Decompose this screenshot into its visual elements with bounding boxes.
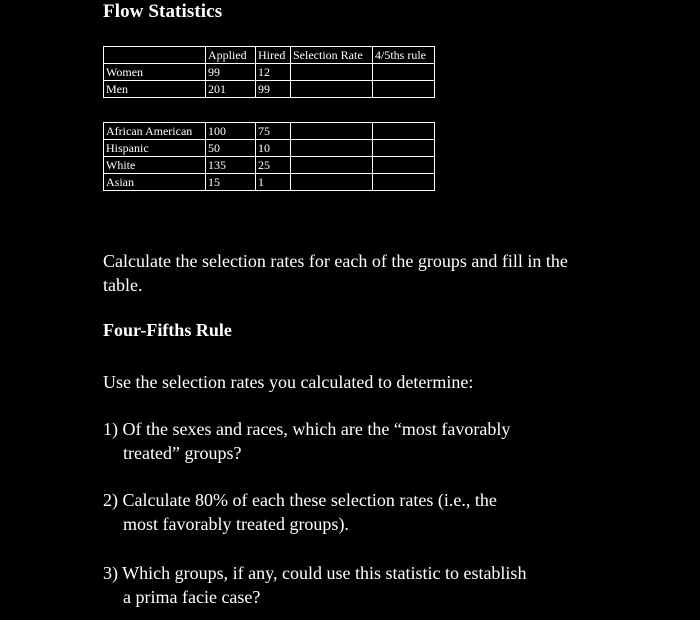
selection-rate-cell[interactable]	[291, 64, 373, 81]
question-line: most favorably treated groups).	[123, 514, 349, 534]
four-fifths-cell[interactable]	[373, 174, 435, 191]
question-line: 1) Of the sexes and races, which are the “most favorably	[103, 419, 511, 439]
hired-cell: 1	[256, 174, 291, 191]
question-2	[103, 488, 603, 536]
header-four-fifths-rule: 4/5ths rule	[373, 47, 435, 64]
table-row	[104, 157, 435, 174]
question-line: 3) Which groups, if any, could use this statistic to establish	[103, 563, 527, 583]
header-cell-empty	[104, 47, 206, 64]
selection-rate-cell[interactable]	[291, 157, 373, 174]
table-row	[104, 123, 435, 140]
question-3	[103, 561, 603, 609]
four-fifths-cell[interactable]	[373, 123, 435, 140]
intro-text: Use the selection rates you calculated to determine:	[103, 372, 474, 392]
group-cell: Women	[104, 64, 206, 81]
four-fifths-cell[interactable]	[373, 157, 435, 174]
header-applied: Applied	[206, 47, 256, 64]
sex-flow-table	[103, 46, 435, 98]
applied-cell: 100	[206, 123, 256, 140]
selection-rate-cell[interactable]	[291, 81, 373, 98]
four-fifths-cell[interactable]	[373, 140, 435, 157]
question-1	[103, 417, 603, 465]
hired-cell: 10	[256, 140, 291, 157]
question-line: 2) Calculate 80% of each these selection rates (i.e., the	[103, 490, 497, 510]
applied-cell: 15	[206, 174, 256, 191]
selection-rate-cell[interactable]	[291, 123, 373, 140]
table-row	[104, 64, 435, 81]
selection-rate-cell[interactable]	[291, 140, 373, 157]
table-row	[104, 140, 435, 157]
group-cell: Hispanic	[104, 140, 206, 157]
instruction-text: Calculate the selection rates for each of the groups and fill in the table.	[103, 251, 568, 295]
hired-cell: 99	[256, 81, 291, 98]
group-cell: Men	[104, 81, 206, 98]
applied-cell: 201	[206, 81, 256, 98]
group-cell: Asian	[104, 174, 206, 191]
table-header-row	[104, 47, 435, 64]
applied-cell: 99	[206, 64, 256, 81]
question-line: a prima facie case?	[123, 587, 261, 607]
group-cell: White	[104, 157, 206, 174]
header-selection-rate: Selection Rate	[291, 47, 373, 64]
hired-cell: 25	[256, 157, 291, 174]
page-title: Flow Statistics	[103, 1, 223, 22]
header-hired: Hired	[256, 47, 291, 64]
section-heading: Four-Fifths Rule	[103, 320, 232, 340]
applied-cell: 50	[206, 140, 256, 157]
selection-rate-cell[interactable]	[291, 174, 373, 191]
table-row	[104, 174, 435, 191]
four-fifths-cell[interactable]	[373, 64, 435, 81]
applied-cell: 135	[206, 157, 256, 174]
hired-cell: 12	[256, 64, 291, 81]
table-row	[104, 81, 435, 98]
group-cell: African American	[104, 123, 206, 140]
question-line: treated” groups?	[123, 443, 242, 463]
hired-cell: 75	[256, 123, 291, 140]
race-flow-table	[103, 122, 435, 191]
four-fifths-cell[interactable]	[373, 81, 435, 98]
